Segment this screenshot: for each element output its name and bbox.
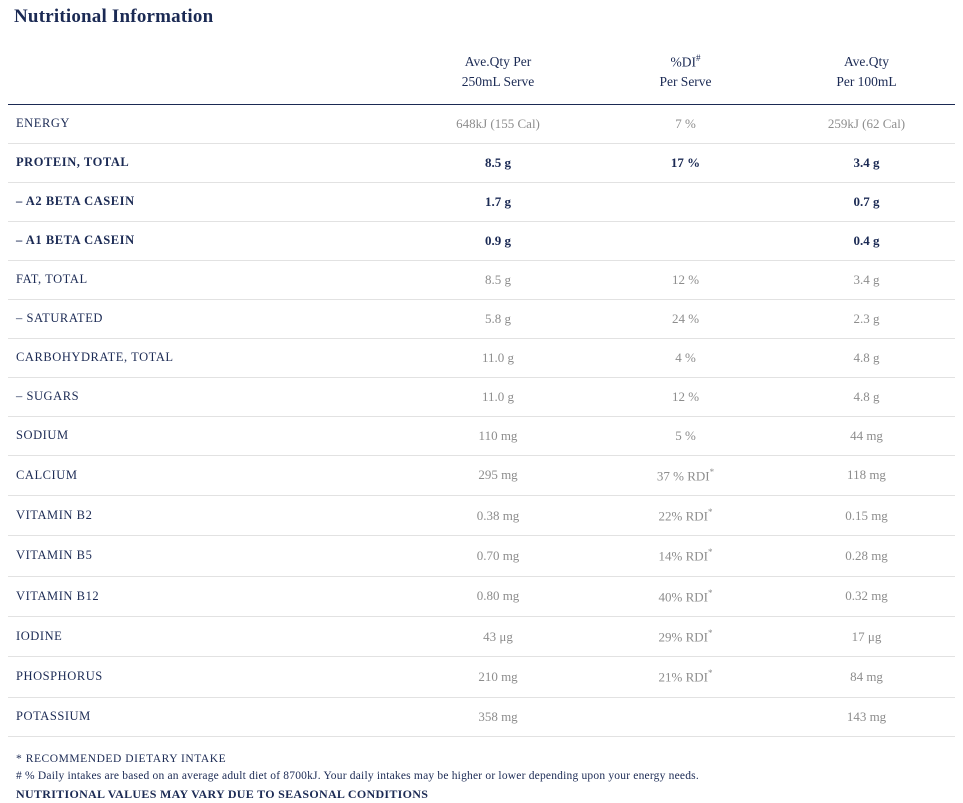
nutrient-name: SODIUM	[8, 416, 403, 455]
value-per-100ml: 3.4 g	[778, 260, 955, 299]
nutrient-name: FAT, TOTAL	[8, 260, 403, 299]
nutrient-name: ENERGY	[8, 104, 403, 143]
footnotes	[8, 751, 955, 803]
value-per-100ml: 4.8 g	[778, 377, 955, 416]
value-per-100ml: 44 mg	[778, 416, 955, 455]
value-per-100ml: 0.7 g	[778, 182, 955, 221]
value-daily-intake	[593, 221, 778, 260]
nutrient-name: CARBOHYDRATE, TOTAL	[8, 338, 403, 377]
footnote-daily-intake: # % Daily intakes are based on an average adult diet of 8700kJ. Your daily intakes may be higher or lower depending upon your energy needs.	[16, 769, 699, 782]
value-daily-intake: 12 %	[593, 377, 778, 416]
value-daily-intake: 21% RDI*	[593, 657, 778, 697]
value-per-100ml: 0.32 mg	[778, 576, 955, 616]
value-per-serve: 210 mg	[403, 657, 593, 697]
value-daily-intake: 24 %	[593, 299, 778, 338]
value-daily-intake: 17 %	[593, 143, 778, 182]
value-per-serve: 11.0 g	[403, 377, 593, 416]
value-per-serve: 0.38 mg	[403, 495, 593, 535]
table-row	[8, 221, 955, 260]
table-row	[8, 104, 955, 143]
table-row	[8, 536, 955, 576]
value-daily-intake: 29% RDI*	[593, 616, 778, 656]
nutrient-name: CALCIUM	[8, 455, 403, 495]
table-row	[8, 495, 955, 535]
footnote-rdi: * RECOMMENDED DIETARY INTAKE	[16, 752, 227, 765]
page-title: Nutritional Information	[14, 6, 214, 27]
table-row	[8, 143, 955, 182]
nutrient-name: – SATURATED	[8, 299, 403, 338]
value-per-100ml: 0.4 g	[778, 221, 955, 260]
nutrient-name: IODINE	[8, 616, 403, 656]
value-per-serve: 0.70 mg	[403, 536, 593, 576]
column-header-per-100ml: Ave.Qty Per 100mL	[778, 42, 955, 104]
nutrient-name: VITAMIN B5	[8, 536, 403, 576]
value-per-serve: 5.8 g	[403, 299, 593, 338]
footnote-seasonal: NUTRITIONAL VALUES MAY VARY DUE TO SEASONAL CONDITIONS	[16, 787, 429, 802]
table-row	[8, 182, 955, 221]
nutrient-name: PHOSPHORUS	[8, 657, 403, 697]
value-per-100ml: 0.15 mg	[778, 495, 955, 535]
value-daily-intake: 12 %	[593, 260, 778, 299]
value-per-100ml: 259kJ (62 Cal)	[778, 104, 955, 143]
value-per-serve: 8.5 g	[403, 143, 593, 182]
value-per-serve: 11.0 g	[403, 338, 593, 377]
value-per-serve: 1.7 g	[403, 182, 593, 221]
value-daily-intake: 4 %	[593, 338, 778, 377]
value-per-100ml: 17 μg	[778, 616, 955, 656]
value-daily-intake: 14% RDI*	[593, 536, 778, 576]
value-daily-intake: 40% RDI*	[593, 576, 778, 616]
table-row	[8, 576, 955, 616]
value-daily-intake: 7 %	[593, 104, 778, 143]
value-daily-intake: 5 %	[593, 416, 778, 455]
nutrient-name: POTASSIUM	[8, 697, 403, 736]
table-row	[8, 616, 955, 656]
value-per-100ml: 143 mg	[778, 697, 955, 736]
nutrient-name: – SUGARS	[8, 377, 403, 416]
value-per-serve: 648kJ (155 Cal)	[403, 104, 593, 143]
nutrient-name: VITAMIN B12	[8, 576, 403, 616]
value-per-serve: 43 μg	[403, 616, 593, 656]
value-per-serve: 8.5 g	[403, 260, 593, 299]
table-row	[8, 416, 955, 455]
value-per-100ml: 118 mg	[778, 455, 955, 495]
table-row	[8, 338, 955, 377]
value-per-serve: 110 mg	[403, 416, 593, 455]
nutrient-name: VITAMIN B2	[8, 495, 403, 535]
value-per-100ml: 0.28 mg	[778, 536, 955, 576]
table-row	[8, 455, 955, 495]
value-per-100ml: 3.4 g	[778, 143, 955, 182]
table-row	[8, 657, 955, 697]
table-row	[8, 377, 955, 416]
value-per-100ml: 4.8 g	[778, 338, 955, 377]
table-row	[8, 260, 955, 299]
nutrient-name: – A2 BETA CASEIN	[8, 182, 403, 221]
value-per-serve: 358 mg	[403, 697, 593, 736]
column-header-per-serve: Ave.Qty Per 250mL Serve	[403, 42, 593, 104]
value-daily-intake: 37 % RDI*	[593, 455, 778, 495]
value-per-serve: 295 mg	[403, 455, 593, 495]
value-per-serve: 0.9 g	[403, 221, 593, 260]
value-per-100ml: 2.3 g	[778, 299, 955, 338]
value-daily-intake: 22% RDI*	[593, 495, 778, 535]
nutrient-name: – A1 BETA CASEIN	[8, 221, 403, 260]
nutrition-table	[8, 42, 955, 737]
column-header-daily-intake: %DI# Per Serve	[593, 42, 778, 104]
table-body	[8, 104, 955, 736]
value-per-100ml: 84 mg	[778, 657, 955, 697]
table-row	[8, 697, 955, 736]
column-header-nutrient	[8, 42, 403, 104]
table-header	[8, 42, 955, 104]
value-daily-intake	[593, 182, 778, 221]
value-per-serve: 0.80 mg	[403, 576, 593, 616]
nutrient-name: PROTEIN, TOTAL	[8, 143, 403, 182]
value-daily-intake	[593, 697, 778, 736]
table-row	[8, 299, 955, 338]
